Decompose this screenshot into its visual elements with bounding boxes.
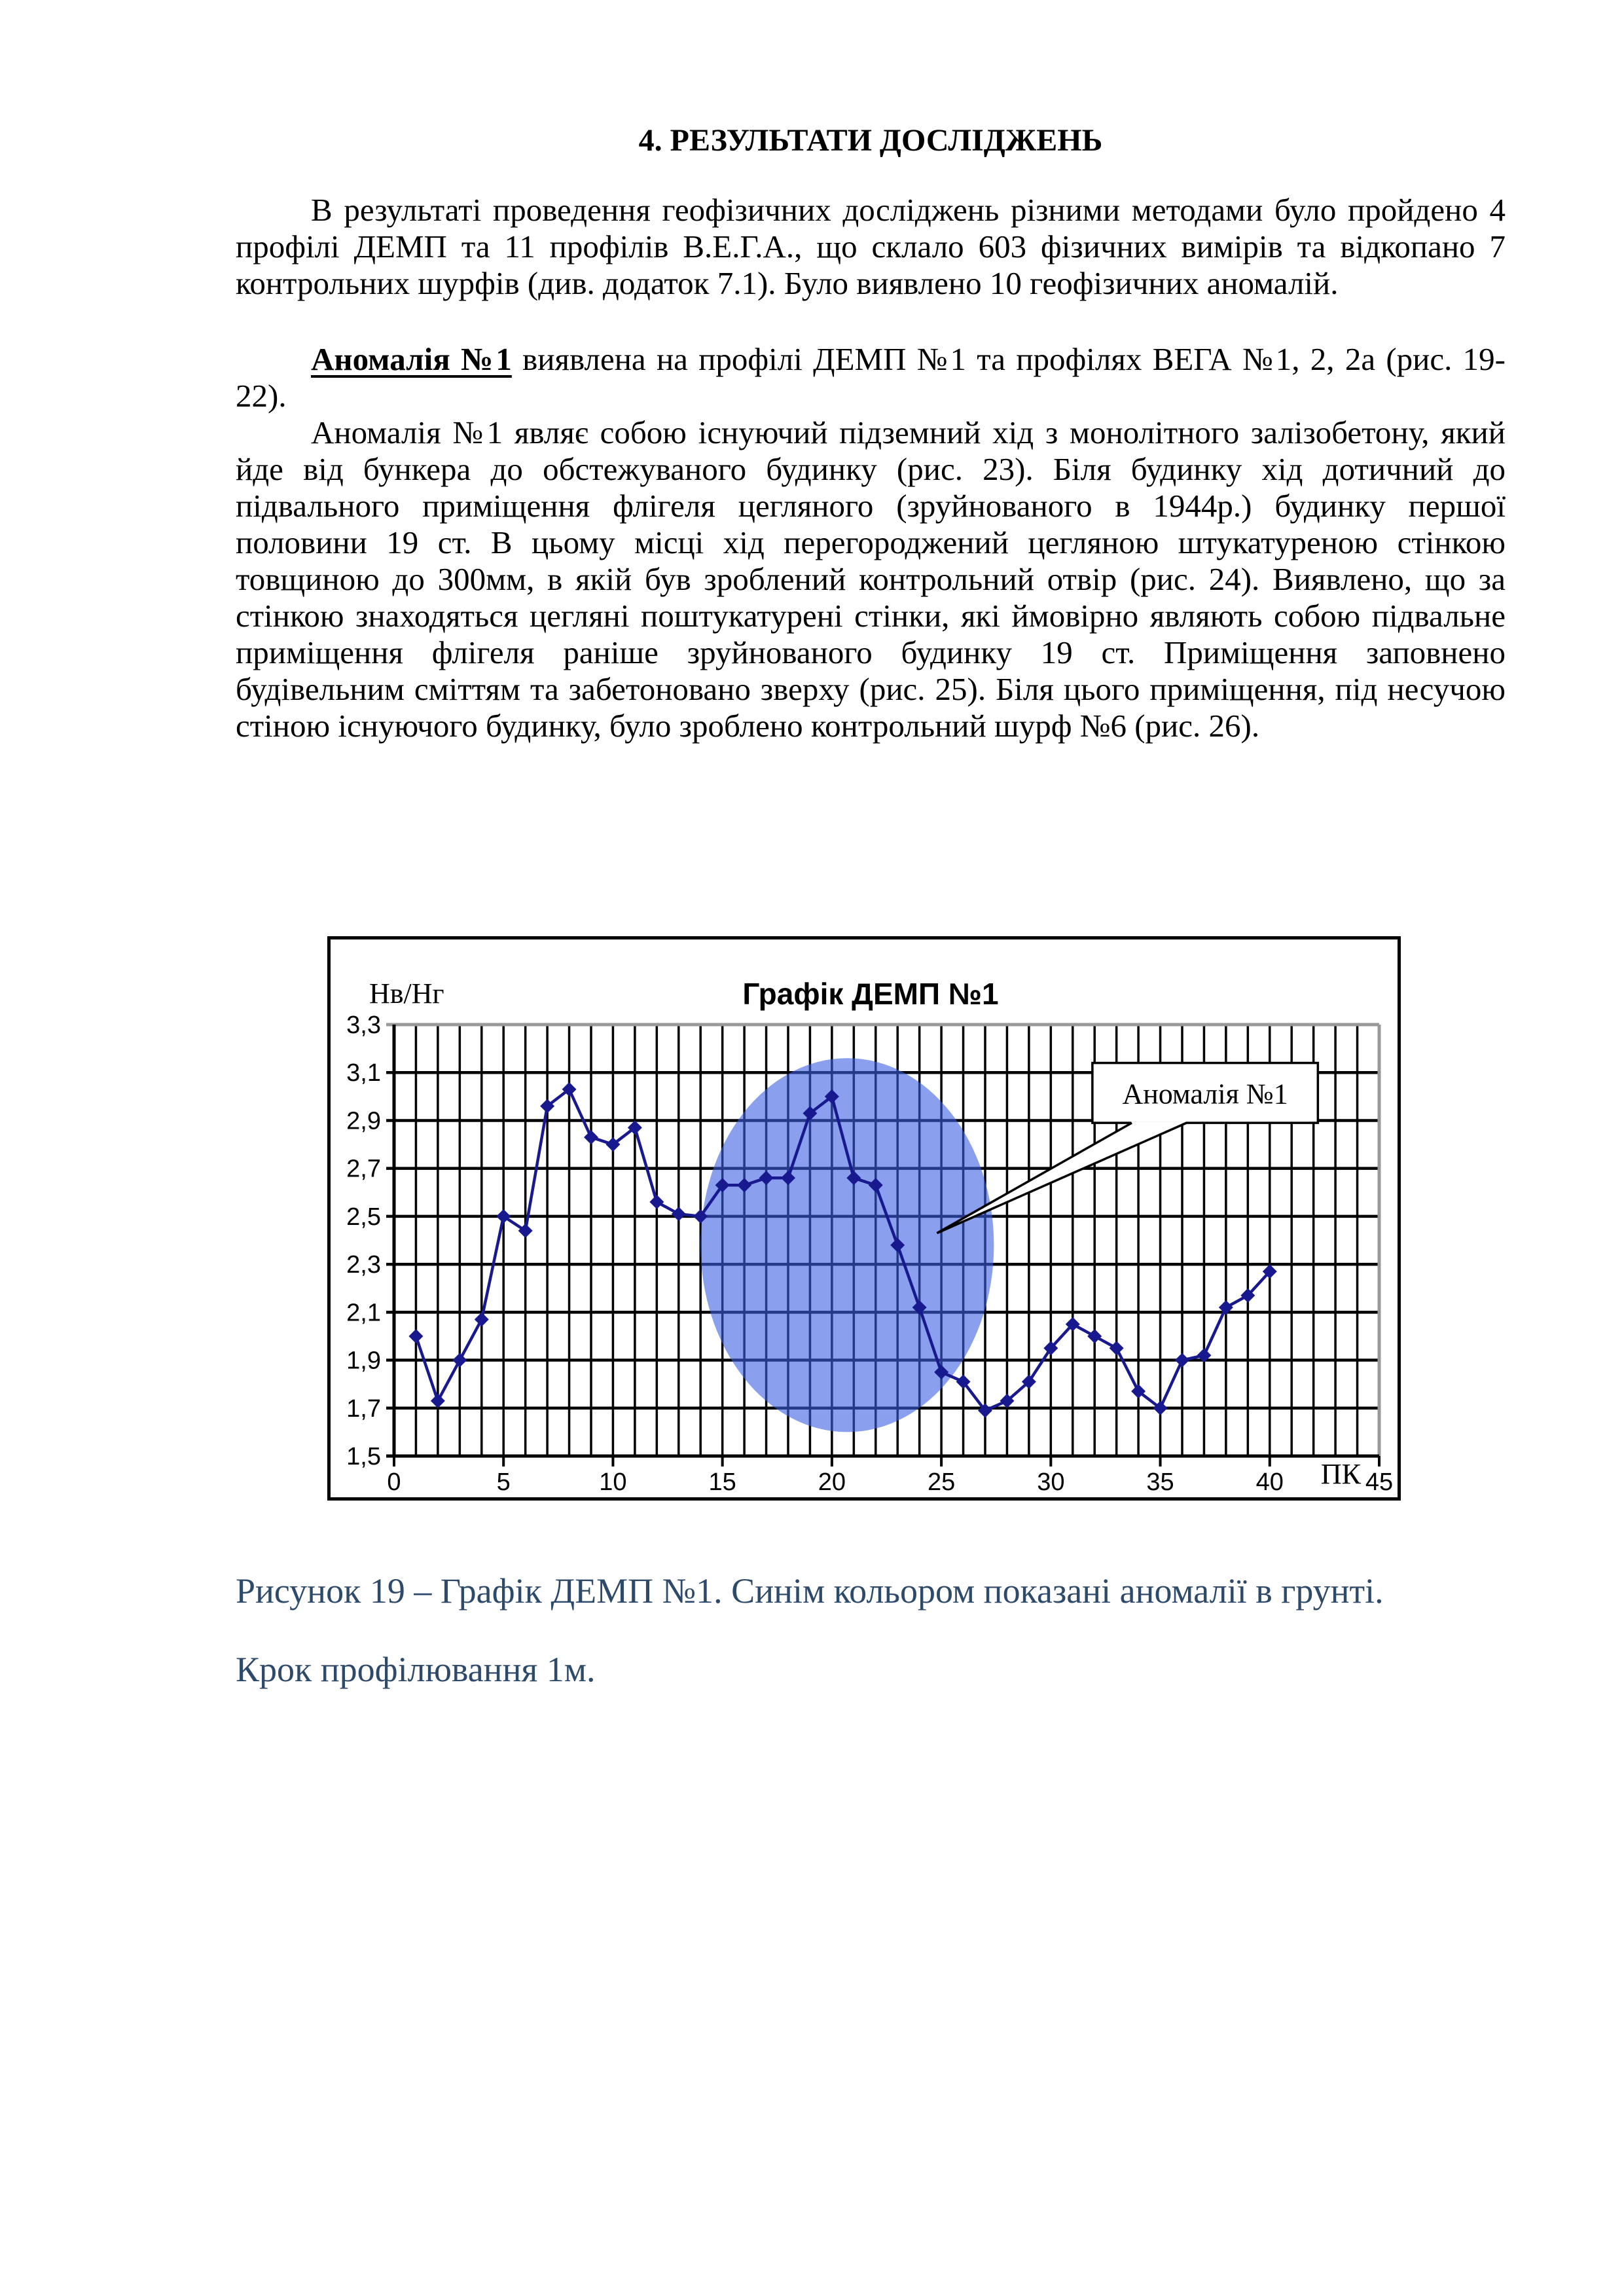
y-axis-title: Нв/Нг <box>369 977 444 1010</box>
y-tick-label: 2,3 <box>346 1251 381 1279</box>
x-tick-label: 0 <box>387 1468 401 1496</box>
y-tick-label: 1,5 <box>346 1443 381 1470</box>
paragraph-anomaly-intro-rest: виявлена на профілі ДЕМП №1 та профілях ВЕГА №1, 2, 2а (рис. 19-22). <box>236 341 1506 414</box>
chart-title: Графік ДЕМП №1 <box>742 977 999 1011</box>
y-tick-label: 2,5 <box>346 1203 381 1231</box>
paragraph-anomaly-description: Аномалія №1 являє собою існуючий підземний хід з монолітного залізобетону, який йде від бункера до обстежуваного будинку (рис. 23). Біля будинку хід дотичний до підвального приміщення флігеля цегляного (зруйнованого в 1944р.) будинку першої половини 19 ст. В цьому місці хід перегороджений цегляною штукатуреною стінкою товщиною до 300мм, в якій був зроблений контрольний отвір (рис. 24). Виявлено, що за стінкою знаходяться цегляні поштукатурені стінки, які ймовірно являють собою підвальне приміщення флігеля раніше зруйнованого будинку 19 ст. Приміщення заповнено будівельним сміттям та забетоновано зверху (рис. 25). Біля цього приміщення, під несучою стіною існуючого будинку, було зроблено контрольний шурф №6 (рис. 26). <box>236 414 1506 744</box>
x-tick-label: 5 <box>496 1468 511 1496</box>
x-tick-label: 45 <box>1365 1468 1394 1496</box>
callout-label: Аномалія №1 <box>1122 1078 1288 1110</box>
y-tick-label: 2,1 <box>346 1299 381 1327</box>
x-tick-label: 40 <box>1255 1468 1284 1496</box>
text-column <box>236 121 1506 744</box>
demp-chart <box>327 936 1401 1501</box>
y-tick-label: 3,3 <box>346 1011 381 1039</box>
x-tick-label: 25 <box>927 1468 956 1496</box>
paragraph-anomaly-intro <box>236 341 1506 414</box>
figure-caption: Рисунок 19 – Графік ДЕМП №1. Синім кольором показані аномалії в грунті. Крок профілювання 1м. <box>236 1571 1384 1689</box>
y-tick-label: 1,7 <box>346 1394 381 1423</box>
y-tick-label: 1,9 <box>346 1347 381 1375</box>
x-tick-label: 15 <box>708 1468 736 1496</box>
x-tick-label: 35 <box>1146 1468 1174 1496</box>
y-tick-label: 3,1 <box>346 1059 381 1087</box>
x-tick-label: 20 <box>818 1468 846 1496</box>
section-heading: 4. РЕЗУЛЬТАТИ ДОСЛІДЖЕНЬ <box>638 123 1103 158</box>
x-tick-label: 30 <box>1037 1468 1065 1496</box>
x-axis-title: ПК <box>1320 1458 1361 1490</box>
x-tick-label: 10 <box>599 1468 627 1496</box>
demp-chart-figure <box>327 936 1401 1501</box>
y-tick-label: 2,9 <box>346 1107 381 1135</box>
paragraph-results-summary: В результаті проведення геофізичних досліджень різними методами було пройдено 4 профілі ДЕМП та 11 профілів В.Е.Г.А., що склало 603 фізичних вимірів та відкопано 7 контрольних шурфів (див. додаток 7.1). Було виявлено 10 геофізичних аномалій. <box>236 192 1506 301</box>
y-tick-label: 2,7 <box>346 1155 381 1183</box>
anomaly-1-lead-label: Аномалія №1 <box>311 341 512 377</box>
